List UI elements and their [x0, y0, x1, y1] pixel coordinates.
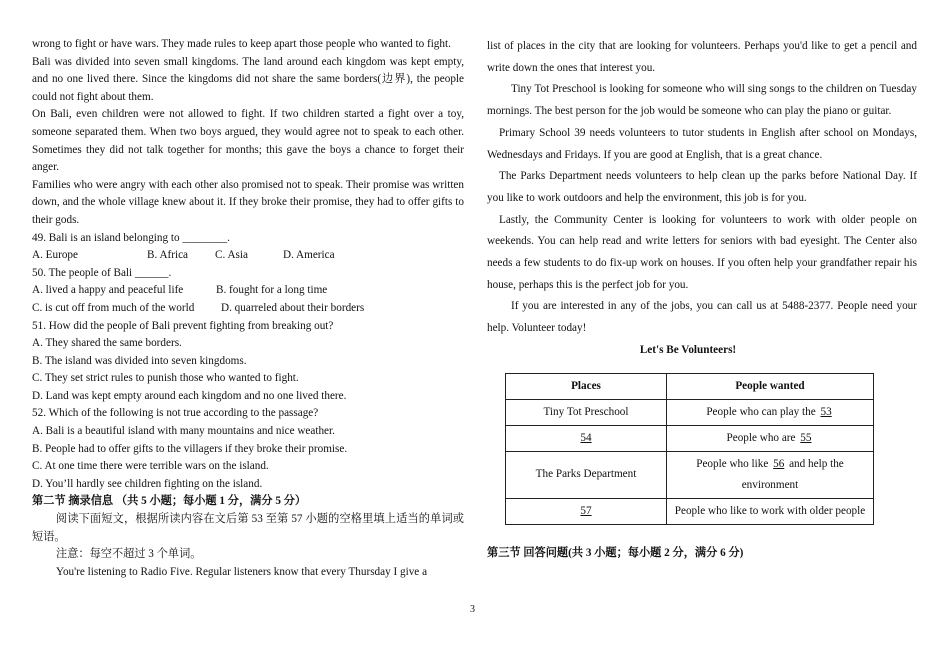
- option-a: A. Europe: [32, 249, 78, 262]
- option-d: D. You’ll hardly see children fighting on the island.: [32, 477, 263, 490]
- header-places: Places: [506, 373, 667, 399]
- passage-start: You're listening to Radio Five. Regular listeners know that every Thursday I give a: [56, 565, 428, 578]
- question-49-options: [32, 247, 464, 265]
- wanted-cell: [667, 399, 874, 425]
- volunteers-table: [505, 373, 874, 525]
- passage-paragraph: The Parks Department needs volunteers to help clean up the parks before National Day. If you like to work outdoors and help the environment, this job is for you.: [487, 170, 917, 204]
- option-c: C. Asia: [215, 249, 248, 262]
- question-50-options-cd: [32, 300, 464, 318]
- blank-57: 57: [580, 504, 592, 517]
- passage-paragraph: Primary School 39 needs volunteers to tutor students in English after school on Mondays, Wednesdays and Fridays. If you are good at English, that is a great chance.: [487, 126, 917, 161]
- option-d: D. quarreled about their borders: [221, 301, 365, 314]
- header-people-wanted: People wanted: [667, 373, 874, 399]
- option-b: B. The island was divided into seven kingdoms.: [32, 354, 247, 367]
- table-row: [506, 451, 874, 498]
- section-2-heading: 第二节 摘录信息 （共 5 小题；每小题 1 分，满分 5 分）: [32, 495, 307, 508]
- passage-paragraph: Bali was divided into seven small kingdoms. The land around each kingdom was kept empty, and no one lived there. Since the kingdoms did not share the same borders(边界), the people could not fight about them.: [32, 55, 464, 103]
- option-a: A. They shared the same borders.: [32, 337, 182, 350]
- page-number: 3: [470, 604, 475, 615]
- wanted-text: and help the environment: [741, 457, 844, 491]
- wanted-cell: People who like to work with older people: [667, 498, 874, 524]
- wanted-text: People who can play the: [706, 405, 819, 418]
- passage-paragraph: If you are interested in any of the jobs, you can call us at 5488-2377. People need your help. Volunteer today!: [487, 300, 917, 335]
- passage-paragraph: Lastly, the Community Center is looking for volunteers to work with older people on weekends. You can help read and write letters for seniors with bad eyesight. The Center also needs a few students to do fix-up work on houses. If you often help your grandfather repair his house, perhaps this is the perfect job for you.: [487, 213, 917, 291]
- section-3-heading: 第三节 回答问题(共 3 小题；每小题 2 分，满分 6 分): [487, 546, 744, 559]
- wanted-text: People who like: [696, 457, 772, 470]
- passage-paragraph: Tiny Tot Preschool is looking for someone who will sing songs to the children on Tuesday mornings. The best person for the job would be someone who can play the piano or guitar.: [487, 83, 917, 118]
- option-d: D. Land was kept empty around each kingdom and no one lived there.: [32, 389, 347, 402]
- passage-paragraph: list of places in the city that are looking for volunteers. Perhaps you'd like to get a pencil and write down the ones that interest you.: [487, 40, 917, 74]
- question-50-stem: 50. The people of Bali ______.: [32, 266, 172, 279]
- question-52-stem: 52. Which of the following is not true according to the passage?: [32, 407, 319, 420]
- option-c: C. is cut off from much of the world: [32, 301, 195, 314]
- right-column: [487, 36, 917, 564]
- table-row: [506, 498, 874, 524]
- option-a: A. lived a happy and peaceful life: [32, 284, 184, 297]
- passage-paragraph: Families who were angry with each other also promised not to speak. Their promise was written down, and the whole village knew about it. If they broke their promise, they had to offer gifts to their gods.: [32, 178, 464, 226]
- section-2-note: 注意：每空不超过 3 个单词。: [56, 548, 202, 561]
- option-c: C. They set strict rules to punish those who wanted to fight.: [32, 372, 299, 385]
- option-b: B. Africa: [147, 249, 189, 262]
- wanted-cell: [667, 451, 874, 498]
- section-2-instruction: 阅读下面短文，根据所读内容在文后第 53 至第 57 小题的空格里填上适当的单词或短语。: [32, 513, 464, 543]
- question-50-options-ab: [32, 282, 464, 300]
- blank-54: 54: [580, 431, 592, 444]
- place-cell: [506, 425, 667, 451]
- table-header-row: [506, 373, 874, 399]
- table-title: Let's Be Volunteers!: [639, 343, 737, 356]
- question-49-stem: 49. Bali is an island belonging to ________.: [32, 231, 230, 244]
- wanted-cell: [667, 425, 874, 451]
- blank-56: 56: [773, 457, 785, 470]
- option-b: B. People had to offer gifts to the villagers if they broke their promise.: [32, 442, 348, 455]
- place-cell: Tiny Tot Preschool: [506, 399, 667, 425]
- table-row: [506, 425, 874, 451]
- blank-55: 55: [800, 431, 812, 444]
- option-a: A. Bali is a beautiful island with many mountains and nice weather.: [32, 425, 335, 438]
- question-51-stem: 51. How did the people of Bali prevent fighting from breaking out?: [32, 319, 334, 332]
- place-cell: [506, 498, 667, 524]
- place-cell: The Parks Department: [506, 451, 667, 498]
- passage-paragraph: On Bali, even children were not allowed to fight. If two children started a fight over a toy, someone separated them. When two boys argued, they would agree not to speak to each other. Sometimes they did not talk together for months; this gave the boys a chance to forget their anger.: [32, 108, 464, 174]
- left-column: [32, 36, 464, 581]
- passage-paragraph: wrong to fight or have wars. They made rules to keep apart those people who wanted to fight.: [32, 38, 451, 50]
- option-d: D. America: [283, 249, 335, 262]
- table-row: [506, 399, 874, 425]
- option-b: B. fought for a long time: [216, 284, 328, 297]
- option-c: C. At one time there were terrible wars on the island.: [32, 460, 269, 473]
- blank-53: 53: [820, 405, 832, 418]
- wanted-text: People who are: [726, 431, 799, 444]
